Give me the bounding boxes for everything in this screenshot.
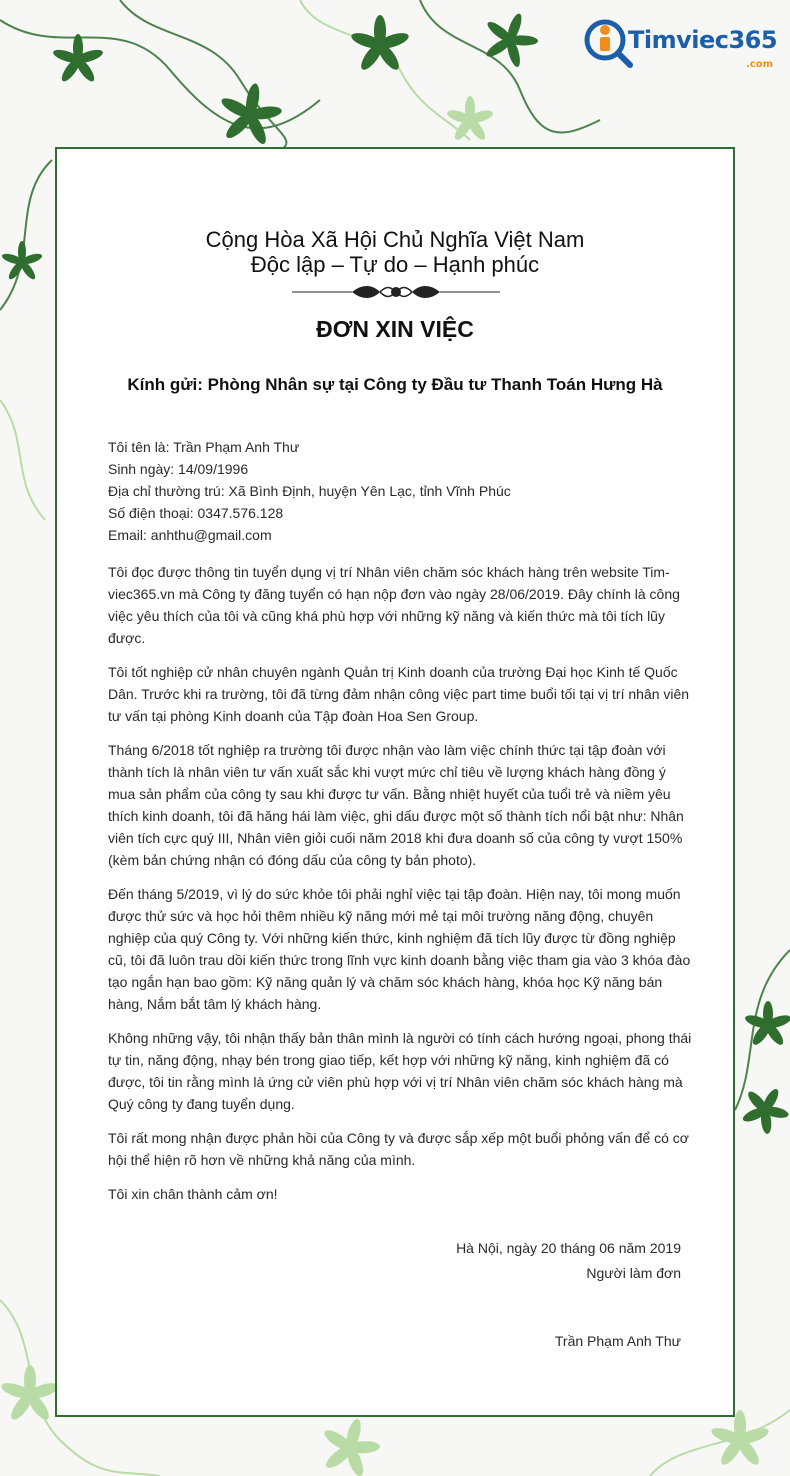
paragraph-training: Đến tháng 5/2019, vì lý do sức khỏe tôi phải nghỉ việc tại tập đoàn. Hiện nay, tôi mong muốn được thử sức và học hỏi thêm nhiều kỹ năng mới mẻ tại môi trường năng động, chuyên nghiệp của quý Công ty. Với những kiến thức, kinh nghiệm đã tích lũy được từ đồng nghiệp cũ, tôi đã luôn trau dồi kiến thức trong lĩnh vực kinh doanh bằng việc tham gia vào 3 khóa đào tạo ngắn hạn bao gồm: Kỹ năng quản lý và chăm sóc khách hàng, khóa học Kỹ năng bán hàng, Nắm bắt tâm lý khách hàng. [108,886,691,1012]
vine-light-left [0,400,45,520]
applicant-role: Người làm đơn [586,1265,681,1281]
letter-body [108,436,693,1205]
applicant-address: Địa chỉ thường trú: Xã Bình Định, huyện Yên Lạc, tỉnh Vĩnh Phúc [108,483,511,499]
paragraph-intro: Tôi đọc được thông tin tuyển dụng vị trí Nhân viên chăm sóc khách hàng trên website Tim-viec365.vn mà Công ty đăng tuyển có hạn nộp đơn vào ngày 28/06/2019. Đây chính là công việc yêu thích của tôi và cũng khá phù hợp với những kỹ năng và kiến thức mà tôi tích lũy được. [108,564,680,646]
flower-light-top-mid [446,96,495,142]
signer-name: Trần Phạm Anh Thư [554,1333,681,1349]
paragraph-request: Tôi rất mong nhận được phản hồi của Công ty và được sắp xếp một buổi phỏng vấn để có cơ hội thể hiện rõ hơn về những khả năng của mình. [108,1130,689,1168]
paragraph-personality: Không những vậy, tôi nhận thấy bản thân mình là người có tính cách hướng ngoại, phong thái tự tin, năng động, nhạy bén trong giao tiếp, kết hợp với những kỹ năng, kinh nghiệm đã có được, tôi tin rằng mình là ứng cử viên phù hợp với vị trí Nhân viên chăm sóc khách hàng mà Quý công ty đang tuyển dụng. [108,1030,692,1112]
signoff-block [456,1236,681,1286]
letter-paper [55,147,735,1417]
place-date: Hà Nội, ngày 20 tháng 06 năm 2019 [456,1240,681,1256]
flower-left-side [1,241,43,281]
applicant-info [108,436,693,546]
brand-logo[interactable] [583,14,783,74]
flourish-divider-icon [292,282,500,302]
paragraph-experience: Tháng 6/2018 tốt nghiệp ra trường tôi được nhận vào làm việc chính thức tại tập đoàn với thành tích là nhân viên tư vấn xuất sắc khi vượt mức chỉ tiêu về lượng khách hàng đồng ý mua sản phẩm của công ty sau khi được tư vấn. Bằng nhiệt huyết của tuổi trẻ và niềm yêu thích kinh doanh, tôi đã hăng hái làm việc, ghi dấu được một số thành tích nổi bật như: Nhân viên tích cực quý III, Nhân viên giỏi cuối năm 2018 khi đưa doanh số của công ty vượt 150% (kèm bản chứng nhận có đóng dấu của công ty bản photo). [108,742,684,868]
brand-name: Timviec365 [628,26,778,54]
flower-light-bottom-mid [322,1417,381,1476]
flower-light-bottom-left [0,1365,60,1423]
flower-light-bottom-right [710,1410,771,1468]
flower-top-right [350,15,411,73]
paragraph-education: Tôi tốt nghiệp cử nhân chuyên ngành Quản trị Kinh doanh của trường Đại học Kinh tế Quốc Dân. Trước khi ra trường, tôi đã từng đảm nhận công việc part time buổi tối tại vị trí nhân viên tư vấn tại phòng Kinh doanh của Tập đoàn Hoa Sen Group. [108,664,690,724]
flower-top-far-right [484,12,538,68]
nation-motto: Độc lập – Tự do – Hạnh phúc [250,252,540,277]
applicant-phone: Số điện thoại: 0347.576.128 [108,505,284,521]
document-title: ĐƠN XIN VIỆC [316,316,474,342]
nation-name: Cộng Hòa Xã Hội Chủ Nghĩa Việt Nam [205,227,585,252]
paragraph-thanks: Tôi xin chân thành cảm ơn! [108,1186,278,1202]
vine-light-bottom-right [650,1410,790,1476]
flower-right-side [744,1001,790,1047]
flower-top-mid [219,82,283,146]
vine-top-right [420,0,600,132]
applicant-email: Email: anhthu@gmail.com [108,527,272,543]
addressee-line: Kính gửi: Phòng Nhân sự tại Công ty Đầu tư Thanh Toán Hưng Hà [127,375,663,394]
vine-light-top [300,0,470,140]
brand-suffix: .com [746,59,774,70]
vine-left-side [0,160,52,310]
applicant-dob: Sinh ngày: 14/09/1996 [108,461,249,477]
applicant-name: Tôi tên là: Trần Phạm Anh Thư [108,439,300,455]
flower-right-side-2 [741,1087,789,1135]
flower-top-left [52,34,105,84]
